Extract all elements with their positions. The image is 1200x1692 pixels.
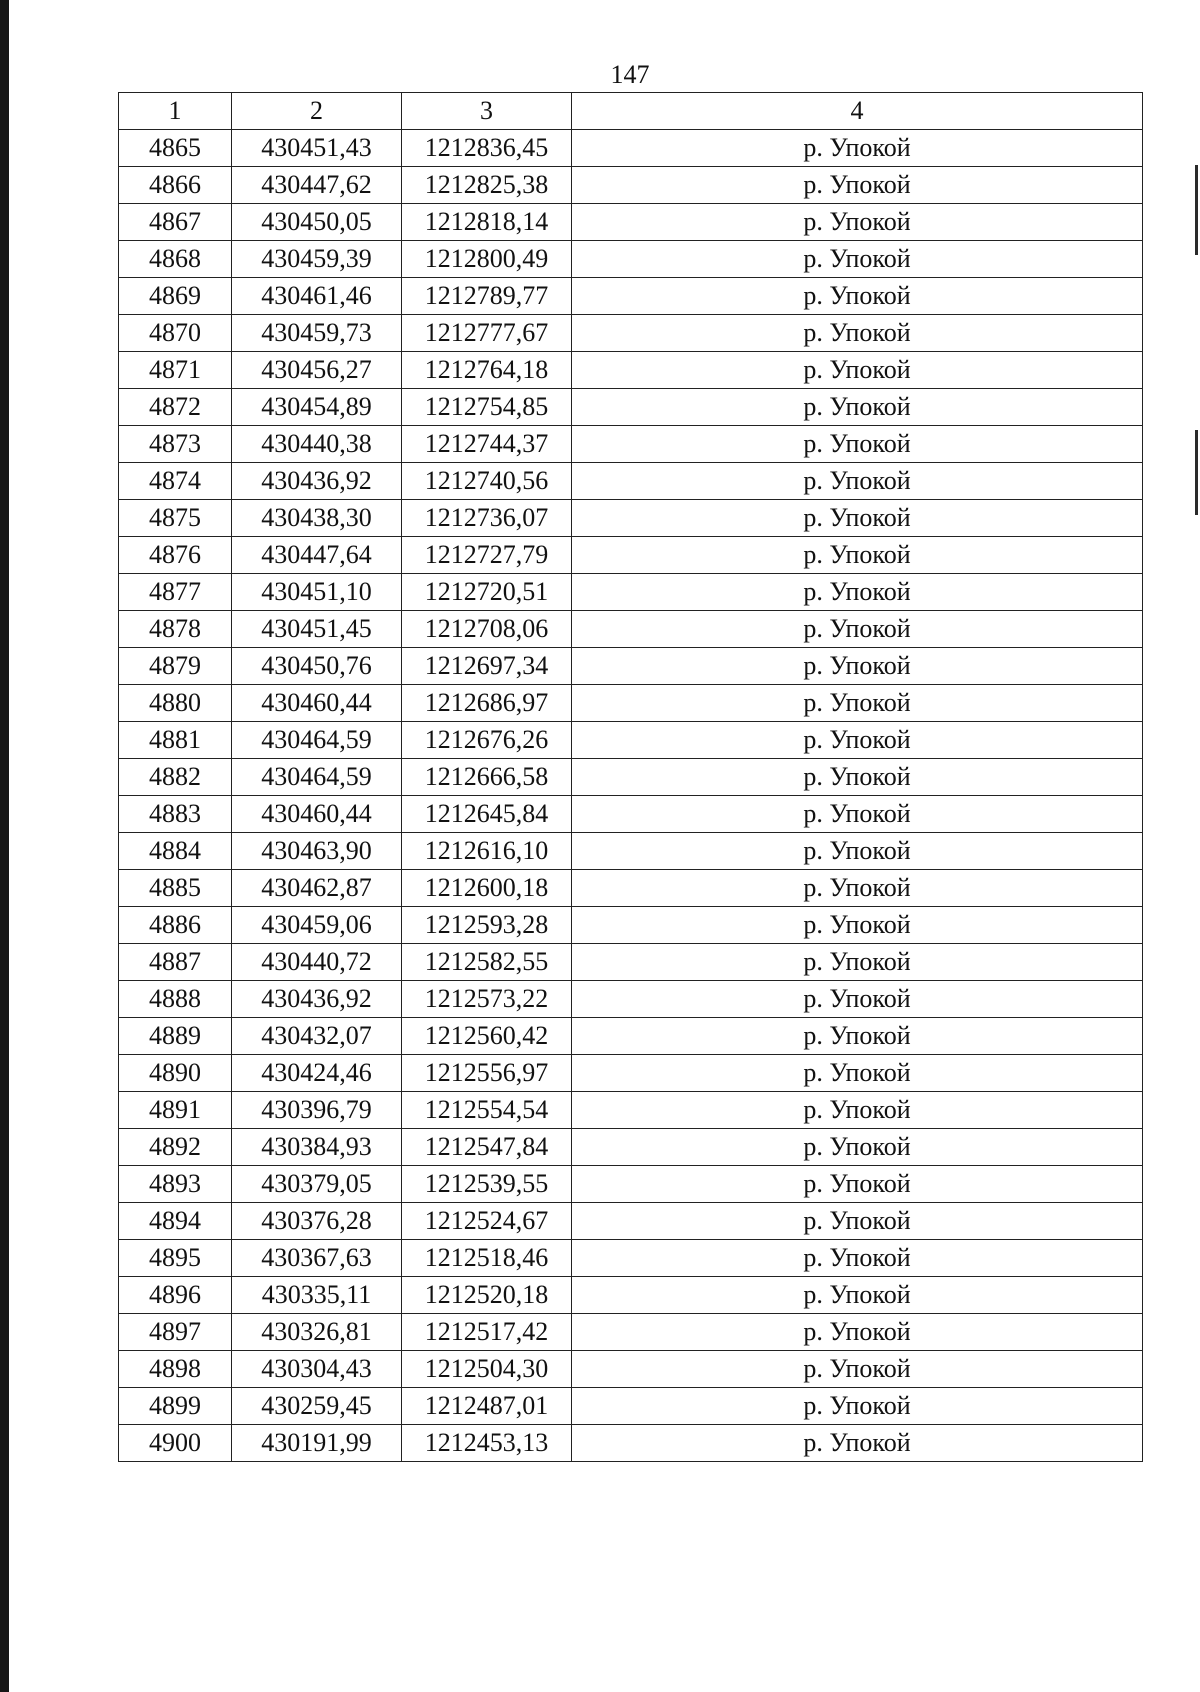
- x-coordinate-cell: 430447,62: [232, 167, 402, 204]
- description-cell: р. Упокой: [572, 241, 1143, 278]
- description-cell: р. Упокой: [572, 759, 1143, 796]
- y-coordinate-cell: 1212504,30: [402, 1351, 572, 1388]
- table-row: [119, 833, 1143, 870]
- x-coordinate-cell: 430304,43: [232, 1351, 402, 1388]
- description-cell: р. Упокой: [572, 870, 1143, 907]
- x-coordinate-cell: 430396,79: [232, 1092, 402, 1129]
- description-cell: р. Упокой: [572, 167, 1143, 204]
- table-row: [119, 722, 1143, 759]
- description-cell: р. Упокой: [572, 1240, 1143, 1277]
- table-row: [119, 685, 1143, 722]
- table-row: [119, 130, 1143, 167]
- x-coordinate-cell: 430456,27: [232, 352, 402, 389]
- x-coordinate-cell: 430191,99: [232, 1425, 402, 1462]
- description-cell: р. Упокой: [572, 1055, 1143, 1092]
- point-number-cell: 4879: [119, 648, 232, 685]
- y-coordinate-cell: 1212744,37: [402, 426, 572, 463]
- x-coordinate-cell: 430463,90: [232, 833, 402, 870]
- point-number-cell: 4865: [119, 130, 232, 167]
- y-coordinate-cell: 1212708,06: [402, 611, 572, 648]
- table-row: [119, 648, 1143, 685]
- y-coordinate-cell: 1212697,34: [402, 648, 572, 685]
- table-row: [119, 1314, 1143, 1351]
- description-cell: р. Упокой: [572, 685, 1143, 722]
- x-coordinate-cell: 430379,05: [232, 1166, 402, 1203]
- x-coordinate-cell: 430451,10: [232, 574, 402, 611]
- y-coordinate-cell: 1212836,45: [402, 130, 572, 167]
- scan-left-edge: [0, 0, 9, 1692]
- point-number-cell: 4887: [119, 944, 232, 981]
- x-coordinate-cell: 430450,05: [232, 204, 402, 241]
- point-number-cell: 4891: [119, 1092, 232, 1129]
- description-cell: р. Упокой: [572, 1388, 1143, 1425]
- x-coordinate-cell: 430436,92: [232, 981, 402, 1018]
- point-number-cell: 4877: [119, 574, 232, 611]
- y-coordinate-cell: 1212547,84: [402, 1129, 572, 1166]
- table-row: [119, 463, 1143, 500]
- description-cell: р. Упокой: [572, 648, 1143, 685]
- description-cell: р. Упокой: [572, 278, 1143, 315]
- table-row: [119, 537, 1143, 574]
- table-row: [119, 796, 1143, 833]
- description-cell: р. Упокой: [572, 352, 1143, 389]
- y-coordinate-cell: 1212517,42: [402, 1314, 572, 1351]
- table-row: [119, 1055, 1143, 1092]
- description-cell: р. Упокой: [572, 463, 1143, 500]
- description-cell: р. Упокой: [572, 1314, 1143, 1351]
- point-number-cell: 4876: [119, 537, 232, 574]
- point-number-cell: 4892: [119, 1129, 232, 1166]
- table-row: [119, 1425, 1143, 1462]
- table-row: [119, 1129, 1143, 1166]
- table-row: [119, 204, 1143, 241]
- point-number-cell: 4889: [119, 1018, 232, 1055]
- point-number-cell: 4881: [119, 722, 232, 759]
- point-number-cell: 4899: [119, 1388, 232, 1425]
- x-coordinate-cell: 430459,73: [232, 315, 402, 352]
- column-header: 3: [402, 93, 572, 130]
- y-coordinate-cell: 1212582,55: [402, 944, 572, 981]
- table-row: [119, 1092, 1143, 1129]
- table-row: [119, 870, 1143, 907]
- point-number-cell: 4885: [119, 870, 232, 907]
- column-header: 2: [232, 93, 402, 130]
- point-number-cell: 4900: [119, 1425, 232, 1462]
- point-number-cell: 4896: [119, 1277, 232, 1314]
- description-cell: р. Упокой: [572, 611, 1143, 648]
- y-coordinate-cell: 1212600,18: [402, 870, 572, 907]
- y-coordinate-cell: 1212560,42: [402, 1018, 572, 1055]
- description-cell: р. Упокой: [572, 1203, 1143, 1240]
- x-coordinate-cell: 430464,59: [232, 759, 402, 796]
- page-number: 147: [610, 60, 650, 89]
- description-cell: р. Упокой: [572, 426, 1143, 463]
- table-row: [119, 981, 1143, 1018]
- y-coordinate-cell: 1212453,13: [402, 1425, 572, 1462]
- table-row: [119, 611, 1143, 648]
- point-number-cell: 4893: [119, 1166, 232, 1203]
- x-coordinate-cell: 430464,59: [232, 722, 402, 759]
- table-row: [119, 1166, 1143, 1203]
- table-row: [119, 944, 1143, 981]
- x-coordinate-cell: 430451,45: [232, 611, 402, 648]
- point-number-cell: 4898: [119, 1351, 232, 1388]
- x-coordinate-cell: 430384,93: [232, 1129, 402, 1166]
- description-cell: р. Упокой: [572, 1092, 1143, 1129]
- point-number-cell: 4878: [119, 611, 232, 648]
- table-body: [119, 130, 1143, 1462]
- description-cell: р. Упокой: [572, 1166, 1143, 1203]
- point-number-cell: 4880: [119, 685, 232, 722]
- description-cell: р. Упокой: [572, 722, 1143, 759]
- description-cell: р. Упокой: [572, 389, 1143, 426]
- x-coordinate-cell: 430335,11: [232, 1277, 402, 1314]
- x-coordinate-cell: 430326,81: [232, 1314, 402, 1351]
- description-cell: р. Упокой: [572, 1351, 1143, 1388]
- x-coordinate-cell: 430436,92: [232, 463, 402, 500]
- y-coordinate-cell: 1212520,18: [402, 1277, 572, 1314]
- x-coordinate-cell: 430454,89: [232, 389, 402, 426]
- point-number-cell: 4868: [119, 241, 232, 278]
- point-number-cell: 4871: [119, 352, 232, 389]
- description-cell: р. Упокой: [572, 1277, 1143, 1314]
- x-coordinate-cell: 430432,07: [232, 1018, 402, 1055]
- point-number-cell: 4869: [119, 278, 232, 315]
- column-header: 1: [119, 93, 232, 130]
- column-header: 4: [572, 93, 1143, 130]
- point-number-cell: 4873: [119, 426, 232, 463]
- table-row: [119, 1240, 1143, 1277]
- y-coordinate-cell: 1212800,49: [402, 241, 572, 278]
- table-row: [119, 352, 1143, 389]
- description-cell: р. Упокой: [572, 1425, 1143, 1462]
- description-cell: р. Упокой: [572, 981, 1143, 1018]
- description-cell: р. Упокой: [572, 537, 1143, 574]
- x-coordinate-cell: 430459,06: [232, 907, 402, 944]
- description-cell: р. Упокой: [572, 907, 1143, 944]
- point-number-cell: 4875: [119, 500, 232, 537]
- point-number-cell: 4895: [119, 1240, 232, 1277]
- table-row: [119, 759, 1143, 796]
- point-number-cell: 4897: [119, 1314, 232, 1351]
- y-coordinate-cell: 1212487,01: [402, 1388, 572, 1425]
- y-coordinate-cell: 1212736,07: [402, 500, 572, 537]
- description-cell: р. Упокой: [572, 1129, 1143, 1166]
- table-row: [119, 574, 1143, 611]
- description-cell: р. Упокой: [572, 1018, 1143, 1055]
- point-number-cell: 4883: [119, 796, 232, 833]
- point-number-cell: 4874: [119, 463, 232, 500]
- point-number-cell: 4867: [119, 204, 232, 241]
- table-row: [119, 241, 1143, 278]
- x-coordinate-cell: 430259,45: [232, 1388, 402, 1425]
- y-coordinate-cell: 1212645,84: [402, 796, 572, 833]
- description-cell: р. Упокой: [572, 204, 1143, 241]
- table-row: [119, 167, 1143, 204]
- point-number-cell: 4894: [119, 1203, 232, 1240]
- y-coordinate-cell: 1212524,67: [402, 1203, 572, 1240]
- y-coordinate-cell: 1212818,14: [402, 204, 572, 241]
- y-coordinate-cell: 1212754,85: [402, 389, 572, 426]
- y-coordinate-cell: 1212789,77: [402, 278, 572, 315]
- description-cell: р. Упокой: [572, 574, 1143, 611]
- y-coordinate-cell: 1212727,79: [402, 537, 572, 574]
- y-coordinate-cell: 1212764,18: [402, 352, 572, 389]
- y-coordinate-cell: 1212554,54: [402, 1092, 572, 1129]
- point-number-cell: 4870: [119, 315, 232, 352]
- x-coordinate-cell: 430424,46: [232, 1055, 402, 1092]
- y-coordinate-cell: 1212616,10: [402, 833, 572, 870]
- y-coordinate-cell: 1212676,26: [402, 722, 572, 759]
- x-coordinate-cell: 430440,38: [232, 426, 402, 463]
- table-header-row: [119, 93, 1143, 130]
- x-coordinate-cell: 430376,28: [232, 1203, 402, 1240]
- description-cell: р. Упокой: [572, 944, 1143, 981]
- x-coordinate-cell: 430462,87: [232, 870, 402, 907]
- table-row: [119, 1388, 1143, 1425]
- y-coordinate-cell: 1212720,51: [402, 574, 572, 611]
- point-number-cell: 4890: [119, 1055, 232, 1092]
- y-coordinate-cell: 1212573,22: [402, 981, 572, 1018]
- point-number-cell: 4866: [119, 167, 232, 204]
- y-coordinate-cell: 1212593,28: [402, 907, 572, 944]
- point-number-cell: 4888: [119, 981, 232, 1018]
- y-coordinate-cell: 1212740,56: [402, 463, 572, 500]
- x-coordinate-cell: 430450,76: [232, 648, 402, 685]
- x-coordinate-cell: 430460,44: [232, 796, 402, 833]
- table-row: [119, 389, 1143, 426]
- point-number-cell: 4884: [119, 833, 232, 870]
- y-coordinate-cell: 1212539,55: [402, 1166, 572, 1203]
- scan-right-mark: [1195, 165, 1198, 255]
- point-number-cell: 4886: [119, 907, 232, 944]
- x-coordinate-cell: 430438,30: [232, 500, 402, 537]
- x-coordinate-cell: 430367,63: [232, 1240, 402, 1277]
- x-coordinate-cell: 430460,44: [232, 685, 402, 722]
- table-row: [119, 500, 1143, 537]
- description-cell: р. Упокой: [572, 130, 1143, 167]
- scan-right-mark: [1195, 430, 1198, 515]
- x-coordinate-cell: 430447,64: [232, 537, 402, 574]
- table-row: [119, 278, 1143, 315]
- y-coordinate-cell: 1212777,67: [402, 315, 572, 352]
- y-coordinate-cell: 1212518,46: [402, 1240, 572, 1277]
- x-coordinate-cell: 430440,72: [232, 944, 402, 981]
- x-coordinate-cell: 430451,43: [232, 130, 402, 167]
- table-row: [119, 1351, 1143, 1388]
- description-cell: р. Упокой: [572, 315, 1143, 352]
- table-row: [119, 1018, 1143, 1055]
- description-cell: р. Упокой: [572, 796, 1143, 833]
- x-coordinate-cell: 430461,46: [232, 278, 402, 315]
- table-row: [119, 907, 1143, 944]
- point-number-cell: 4872: [119, 389, 232, 426]
- description-cell: р. Упокой: [572, 833, 1143, 870]
- y-coordinate-cell: 1212556,97: [402, 1055, 572, 1092]
- y-coordinate-cell: 1212825,38: [402, 167, 572, 204]
- coordinates-table: [118, 92, 1143, 1462]
- x-coordinate-cell: 430459,39: [232, 241, 402, 278]
- y-coordinate-cell: 1212686,97: [402, 685, 572, 722]
- description-cell: р. Упокой: [572, 500, 1143, 537]
- table-row: [119, 1203, 1143, 1240]
- y-coordinate-cell: 1212666,58: [402, 759, 572, 796]
- point-number-cell: 4882: [119, 759, 232, 796]
- table-row: [119, 1277, 1143, 1314]
- table-row: [119, 315, 1143, 352]
- table-row: [119, 426, 1143, 463]
